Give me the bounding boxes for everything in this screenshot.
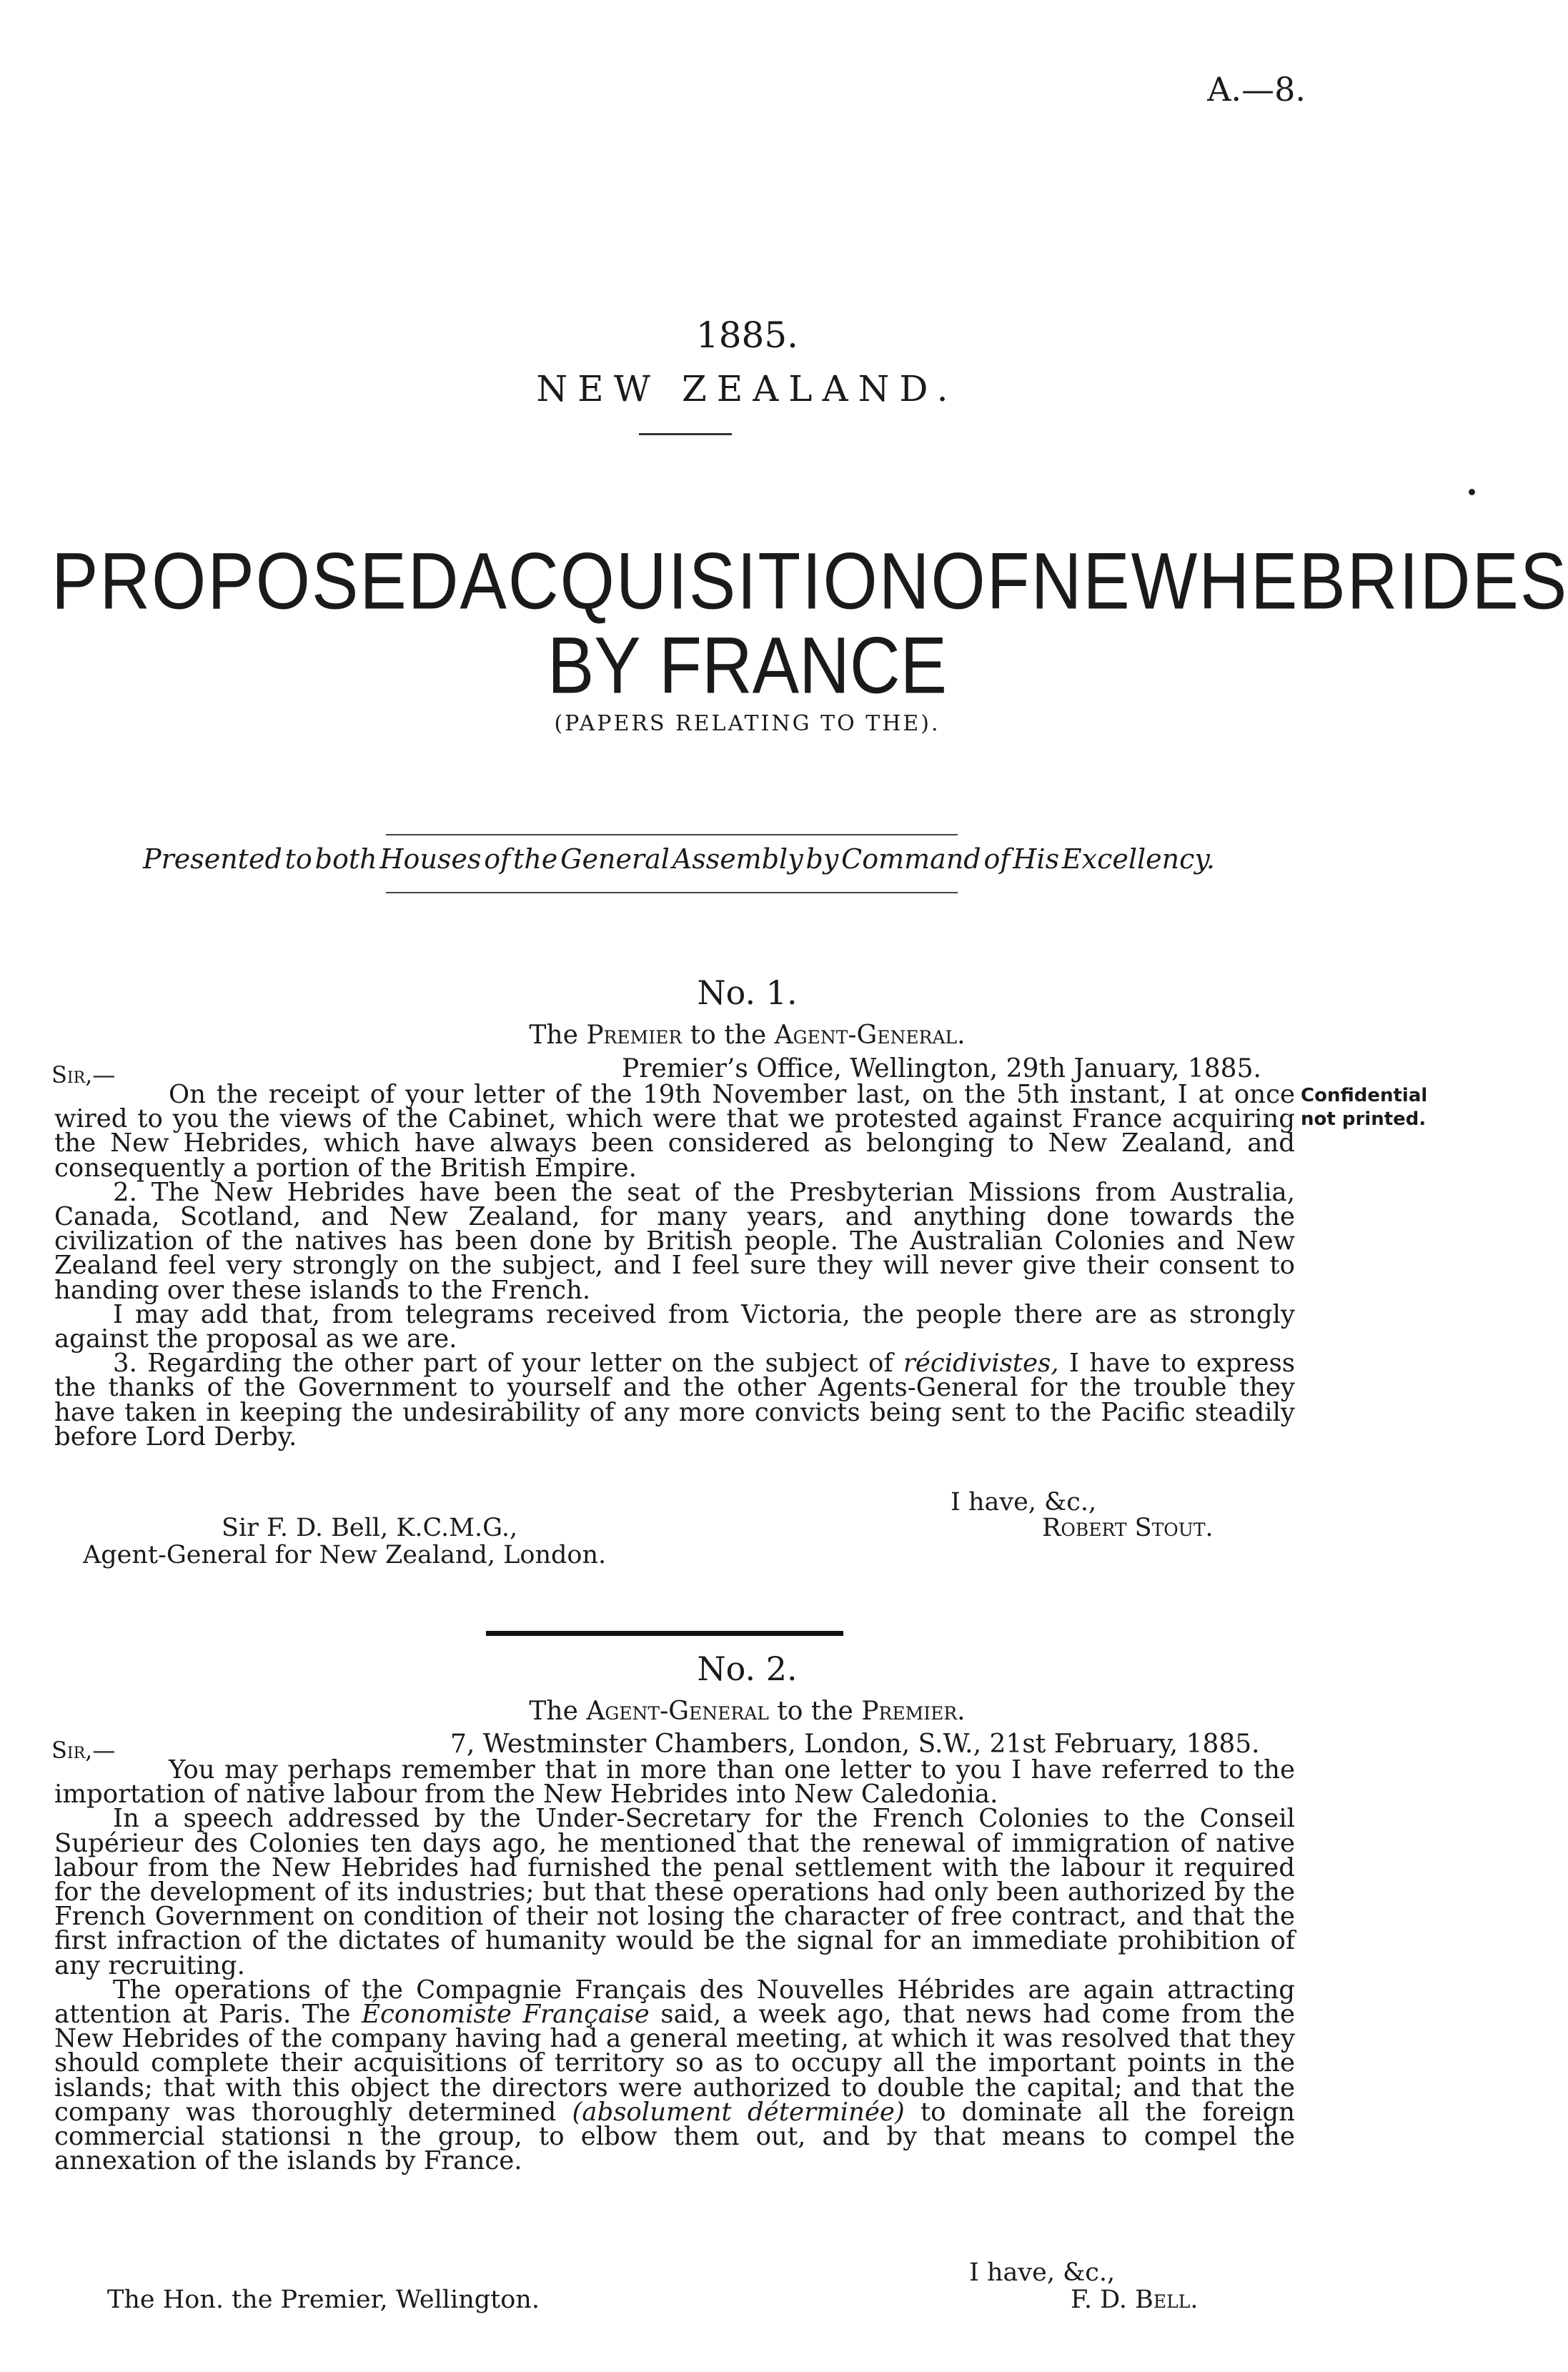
doc2-signature: F. D. Bell. bbox=[1071, 2286, 1199, 2314]
heading-to: Agent-General. bbox=[774, 1021, 966, 1050]
heading-text: to the bbox=[768, 1697, 862, 1726]
heading-from: Agent-General bbox=[586, 1697, 769, 1726]
stray-dot-mark bbox=[1469, 489, 1475, 495]
header-divider bbox=[639, 433, 732, 435]
year: 1885. bbox=[695, 314, 799, 356]
paragraph: You may perhaps remember that in more than one letter to you I have referred to the importation of native labour from the New Hebrides into New Caledonia. bbox=[54, 1755, 1295, 1810]
doc1-heading bbox=[0, 1021, 1494, 1050]
doc2-dateline: 7, Westminster Chambers, London, S.W., 21st February, 1885. bbox=[450, 1730, 1260, 1759]
presented-rule-bottom bbox=[386, 892, 958, 893]
presented-word: Presented bbox=[143, 843, 282, 875]
paragraph: On the receipt of your letter of the 19th November last, on the 5th instant, I at once wired to you the views of the Cabinet, which were that we protested against France acquiring the New Hebrides, which have always been considered as belonging to New Zealand, and consequently a portion of the British Empire. bbox=[54, 1080, 1295, 1183]
side-note-line: Confidential bbox=[1301, 1085, 1428, 1106]
doc1-salutation: Sir,— bbox=[51, 1061, 116, 1088]
paragraph-text: said, a week ago, that news had come from the New Hebrides of the company having had a general meeting, at which it was resolved that they should complete their acquisitions of territory so as to occupy all the important points in the islands; that with this object the directors were authorized to double the capital; and that the company was thoroughly determined bbox=[54, 2000, 1296, 2127]
doc1-number: No. 1. bbox=[697, 973, 798, 1012]
paragraph-italic: récidivistes, bbox=[903, 1349, 1059, 1379]
doc2-closing: I have, &c., bbox=[969, 2258, 1116, 2287]
presented-word: Houses bbox=[379, 843, 482, 875]
paragraph: In a speech addressed by the Under-Secretary for the French Colonies to the Conseil Supérieur des Colonies ten days ago, he mentioned that the renewal of immigration of native labour from the New Hebrides had furnished the penal settlement with the labour it required for the development of its industries; but that these operations had only been authorized by the French Government on condition of their not losing the character of free contract, and that the first infraction of the dictates of humanity would be the signal for an immediate prohibition of any recruiting. bbox=[54, 1804, 1295, 1980]
title-line-2: BY FRANCE bbox=[547, 620, 948, 710]
presented-word: Command bbox=[841, 843, 981, 875]
title-word: NEW bbox=[1031, 535, 1199, 626]
presented-word: His bbox=[1013, 843, 1060, 875]
doc1-closing: I have, &c., bbox=[951, 1488, 1097, 1517]
doc1-addressee-title: Agent-General for New Zealand, London. bbox=[83, 1541, 607, 1569]
paragraph bbox=[54, 1975, 1296, 2176]
doc2-body bbox=[54, 1755, 1296, 2176]
title-word: OF bbox=[931, 535, 1031, 626]
paragraph-italic: (absolument déterminée) bbox=[572, 2097, 905, 2127]
doc1-dateline: Premier’s Office, Wellington, 29th January, 1885. bbox=[622, 1054, 1261, 1083]
paragraph: I may add that, from telegrams received from Victoria, the people there are as strongly against the proposal as we are. bbox=[54, 1299, 1295, 1354]
paragraph bbox=[54, 1349, 1295, 1452]
heading-to: Premier. bbox=[861, 1697, 966, 1726]
doc1-addressee: Sir F. D. Bell, K.C.M.G., bbox=[222, 1514, 518, 1542]
presented-line bbox=[143, 843, 1215, 875]
presented-word: to bbox=[284, 843, 312, 875]
page-reference: A.—8. bbox=[1207, 70, 1306, 109]
presented-word: both bbox=[314, 843, 377, 875]
doc2-addressee: The Hon. the Premier, Wellington. bbox=[107, 2286, 540, 2314]
presented-rule-top bbox=[386, 834, 958, 835]
heading-text: to the bbox=[682, 1021, 775, 1050]
presented-word: Assembly bbox=[672, 843, 803, 875]
presented-word: the bbox=[513, 843, 558, 875]
doc1-signature: Robert Stout. bbox=[1042, 1514, 1214, 1542]
paragraph-text: 3. Regarding the other part of your letter on the subject of bbox=[113, 1349, 903, 1379]
country-heading: NEW ZEALAND. bbox=[536, 368, 958, 410]
title-line-1 bbox=[51, 535, 1568, 627]
subtitle: (PAPERS RELATING TO THE). bbox=[554, 711, 941, 736]
paragraph-text: The operations of the Compagnie Français des Nouvelles Hébrides are again attracting attention at Paris. The bbox=[54, 1975, 1295, 2030]
heading-from: Premier bbox=[586, 1021, 683, 1050]
paragraph-italic: Économiste Française bbox=[362, 2000, 650, 2030]
doc1-body bbox=[54, 1080, 1295, 1452]
doc2-number: No. 2. bbox=[697, 1649, 798, 1688]
doc2-heading bbox=[0, 1697, 1494, 1726]
paragraph: 2. The New Hebrides have been the seat of the Presbyterian Missions from Australia, Canada, Scotland, and New Zealand, for many years, and anything done towards the civilization of the natives has been done by British people. The Australian Colonies and New Zealand feel very strongly on the subject, and I feel sure they will never give their consent to handing over these islands to the French. bbox=[54, 1177, 1295, 1305]
presented-word: of bbox=[983, 843, 1011, 875]
title-word: PROPOSED bbox=[51, 535, 460, 626]
presented-word: Excellency. bbox=[1061, 843, 1215, 875]
presented-word: by bbox=[805, 843, 839, 875]
side-note-line: not printed. bbox=[1301, 1108, 1426, 1130]
presented-word: General bbox=[560, 843, 670, 875]
heading-text: The bbox=[529, 1697, 587, 1726]
doc1-side-note bbox=[1301, 1084, 1427, 1131]
heading-text: The bbox=[529, 1021, 587, 1050]
title-word: HEBRIDES bbox=[1199, 535, 1568, 626]
section-divider bbox=[486, 1631, 843, 1636]
title-word: ACQUISITION bbox=[460, 535, 931, 626]
paragraph-text: to dominate all the foreign commercial stationsi n the group, to elbow them out, and by that means to compel the annexation of the islands by France. bbox=[54, 2097, 1296, 2176]
doc2-salutation: Sir,— bbox=[51, 1737, 116, 1764]
paragraph-text: I have to express the thanks of the Government to yourself and the other Agents-General for the trouble they have taken in keeping the undesirability of any more convicts being sent to the Pacific steadily before Lord Derby. bbox=[54, 1349, 1295, 1452]
presented-word: of bbox=[484, 843, 511, 875]
